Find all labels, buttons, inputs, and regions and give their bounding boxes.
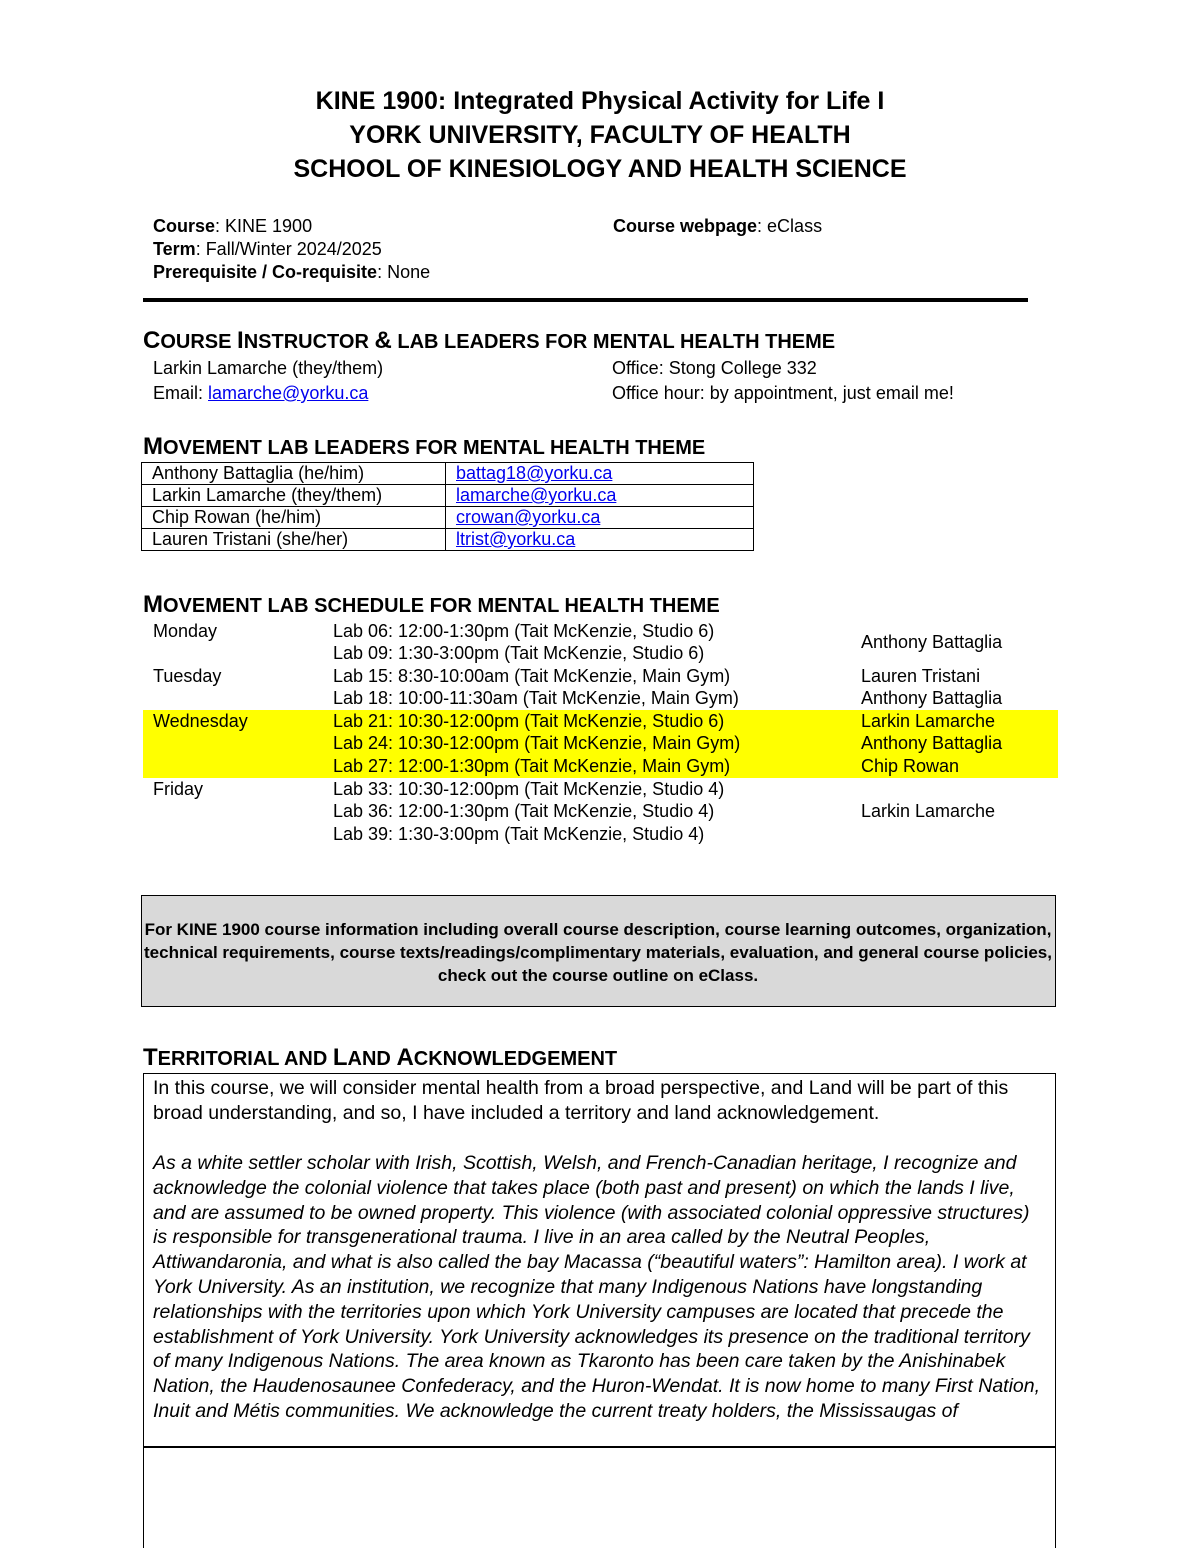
leader-email-cell — [446, 507, 754, 529]
lab-slot: Lab 33: 10:30-12:00pm (Tait McKenzie, Studio 4) — [333, 779, 725, 799]
lab-slot: Lab 18: 10:00-11:30am (Tait McKenzie, Main Gym) — [333, 688, 739, 708]
course-info-text: For KINE 1900 course information including overall course description, course learning outcomes, organization, technical requirements, course texts/readings/complimentary materials, evaluation, and general course policies, check out the course outline on eClass. — [144, 920, 1052, 985]
lab-slot: Lab 24: 10:30-12:00pm (Tait McKenzie, Main Gym) — [333, 733, 741, 753]
schedule-leader: Chip Rowan — [861, 756, 960, 776]
instructor-section-title: COURSE INSTRUCTOR & LAB LEADERS FOR MENTAL HEALTH THEME — [143, 327, 836, 354]
table-row — [142, 463, 754, 485]
leaders-section-title: MOVEMENT LAB LEADERS FOR MENTAL HEALTH THEME — [143, 433, 706, 460]
instructor-email-link[interactable]: lamarche@yorku.ca — [208, 383, 369, 403]
land-acknowledgement-box — [143, 1073, 1056, 1548]
prerequisite-value: : None — [377, 262, 431, 282]
table-row — [142, 485, 754, 507]
school-name: SCHOOL OF KINESIOLOGY AND HEALTH SCIENCE — [293, 155, 907, 183]
instructor-office-hour: Office hour: by appointment, just email me! — [612, 383, 954, 403]
schedule-leader: Larkin Lamarche — [861, 801, 996, 821]
course-webpage-line — [613, 215, 822, 238]
instructor-email-line — [153, 381, 368, 406]
table-row — [142, 529, 754, 551]
email-label: Email: — [153, 383, 209, 403]
instructor-name: Larkin Lamarche (they/them) — [153, 358, 384, 378]
leader-email-link[interactable]: crowan@yorku.ca — [456, 507, 601, 527]
day-monday: Monday — [153, 621, 218, 641]
prerequisite-label: Prerequisite / Co-requisite — [153, 262, 378, 282]
lab-slot: Lab 39: 1:30-3:00pm (Tait McKenzie, Studio 4) — [333, 824, 705, 844]
leader-email-cell — [446, 529, 754, 551]
lab-slot: Lab 06: 12:00-1:30pm (Tait McKenzie, Studio 6) — [333, 621, 715, 641]
day-friday: Friday — [153, 779, 204, 799]
land-box-bottom-border — [143, 1446, 1056, 1448]
course-webpage-label: Course webpage — [613, 216, 758, 236]
course-value: : KINE 1900 — [215, 216, 313, 236]
lab-slot: Lab 36: 12:00-1:30pm (Tait McKenzie, Studio 4) — [333, 801, 715, 821]
prerequisite-line — [153, 261, 430, 284]
course-line — [153, 215, 312, 238]
schedule-leader: Anthony Battaglia — [861, 733, 1003, 753]
leader-email-link[interactable]: ltrist@yorku.ca — [456, 529, 576, 549]
land-paragraph-intro: In this course, we will consider mental health from a broad perspective, and Land will be part of this broad understanding, and so, I have included a territory and land acknowledgement. — [153, 1077, 1009, 1124]
land-section-title: TERRITORIAL AND LAND ACKNOWLEDGEMENT — [143, 1044, 618, 1071]
leader-email-cell — [446, 463, 754, 485]
document-title: KINE 1900: Integrated Physical Activity for Life I — [315, 87, 885, 115]
leader-email-link[interactable]: battag18@yorku.ca — [456, 463, 613, 483]
leader-name: Chip Rowan (he/him) — [142, 507, 446, 529]
leader-name: Anthony Battaglia (he/him) — [142, 463, 446, 485]
instructor-office: Office: Stong College 332 — [612, 358, 817, 378]
lab-slot: Lab 09: 1:30-3:00pm (Tait McKenzie, Studio 6) — [333, 643, 705, 663]
lab-slot: Lab 15: 8:30-10:00am (Tait McKenzie, Main Gym) — [333, 666, 731, 686]
term-line — [153, 238, 382, 261]
day-wednesday: Wednesday — [153, 711, 248, 731]
leader-name: Larkin Lamarche (they/them) — [142, 485, 446, 507]
course-info-box — [141, 895, 1056, 1007]
lab-leaders-table — [141, 462, 754, 551]
university-name: YORK UNIVERSITY, FACULTY OF HEALTH — [349, 121, 851, 149]
schedule-leader: Anthony Battaglia — [861, 688, 1003, 708]
table-row — [142, 507, 754, 529]
course-webpage-value: : eClass — [757, 216, 823, 236]
schedule-leader: Larkin Lamarche — [861, 711, 996, 731]
lab-slot: Lab 21: 10:30-12:00pm (Tait McKenzie, Studio 6) — [333, 711, 725, 731]
leader-name: Lauren Tristani (she/her) — [142, 529, 446, 551]
schedule-leader: Anthony Battaglia — [861, 632, 1003, 652]
schedule-section-title: MOVEMENT LAB SCHEDULE FOR MENTAL HEALTH THEME — [143, 591, 720, 618]
horizontal-rule — [143, 298, 1028, 302]
lab-slot: Lab 27: 12:00-1:30pm (Tait McKenzie, Main Gym) — [333, 756, 731, 776]
term-value: : Fall/Winter 2024/2025 — [195, 239, 382, 259]
day-tuesday: Tuesday — [153, 666, 222, 686]
course-label: Course — [153, 216, 216, 236]
leader-email-cell — [446, 485, 754, 507]
land-paragraph-statement: As a white settler scholar with Irish, Scottish, Welsh, and French-Canadian heritage, I recognize and acknowledge the colonial violence that takes place (both past and present) on which the lands I live, and are assumed to be owned property. This violence (with associated colonial oppressive structures) is responsible for transgenerational trauma. I live in an area called by the Neutral Peoples, Attiwandaronia, and what is also called the bay Macassa (“beautiful waters”: Hamilton area). I work at York University. As an institution, we recognize that many Indigenous Nations have longstanding relationships with the territories upon which York University campuses are located that precede the establishment of York University. York University acknowledges its presence on the traditional territory of many Indigenous Nations. The area known as Tkaronto has been care taken by the Anishinabek Nation, the Haudenosaunee Confederacy, and the Huron-Wendat. It is now home to many First Nation, Inuit and Métis communities. We acknowledge the current treaty holders, the Mississaugas of — [153, 1152, 1041, 1422]
leader-email-link[interactable]: lamarche@yorku.ca — [456, 485, 617, 505]
term-label: Term — [153, 239, 196, 259]
schedule-leader: Lauren Tristani — [861, 666, 981, 686]
